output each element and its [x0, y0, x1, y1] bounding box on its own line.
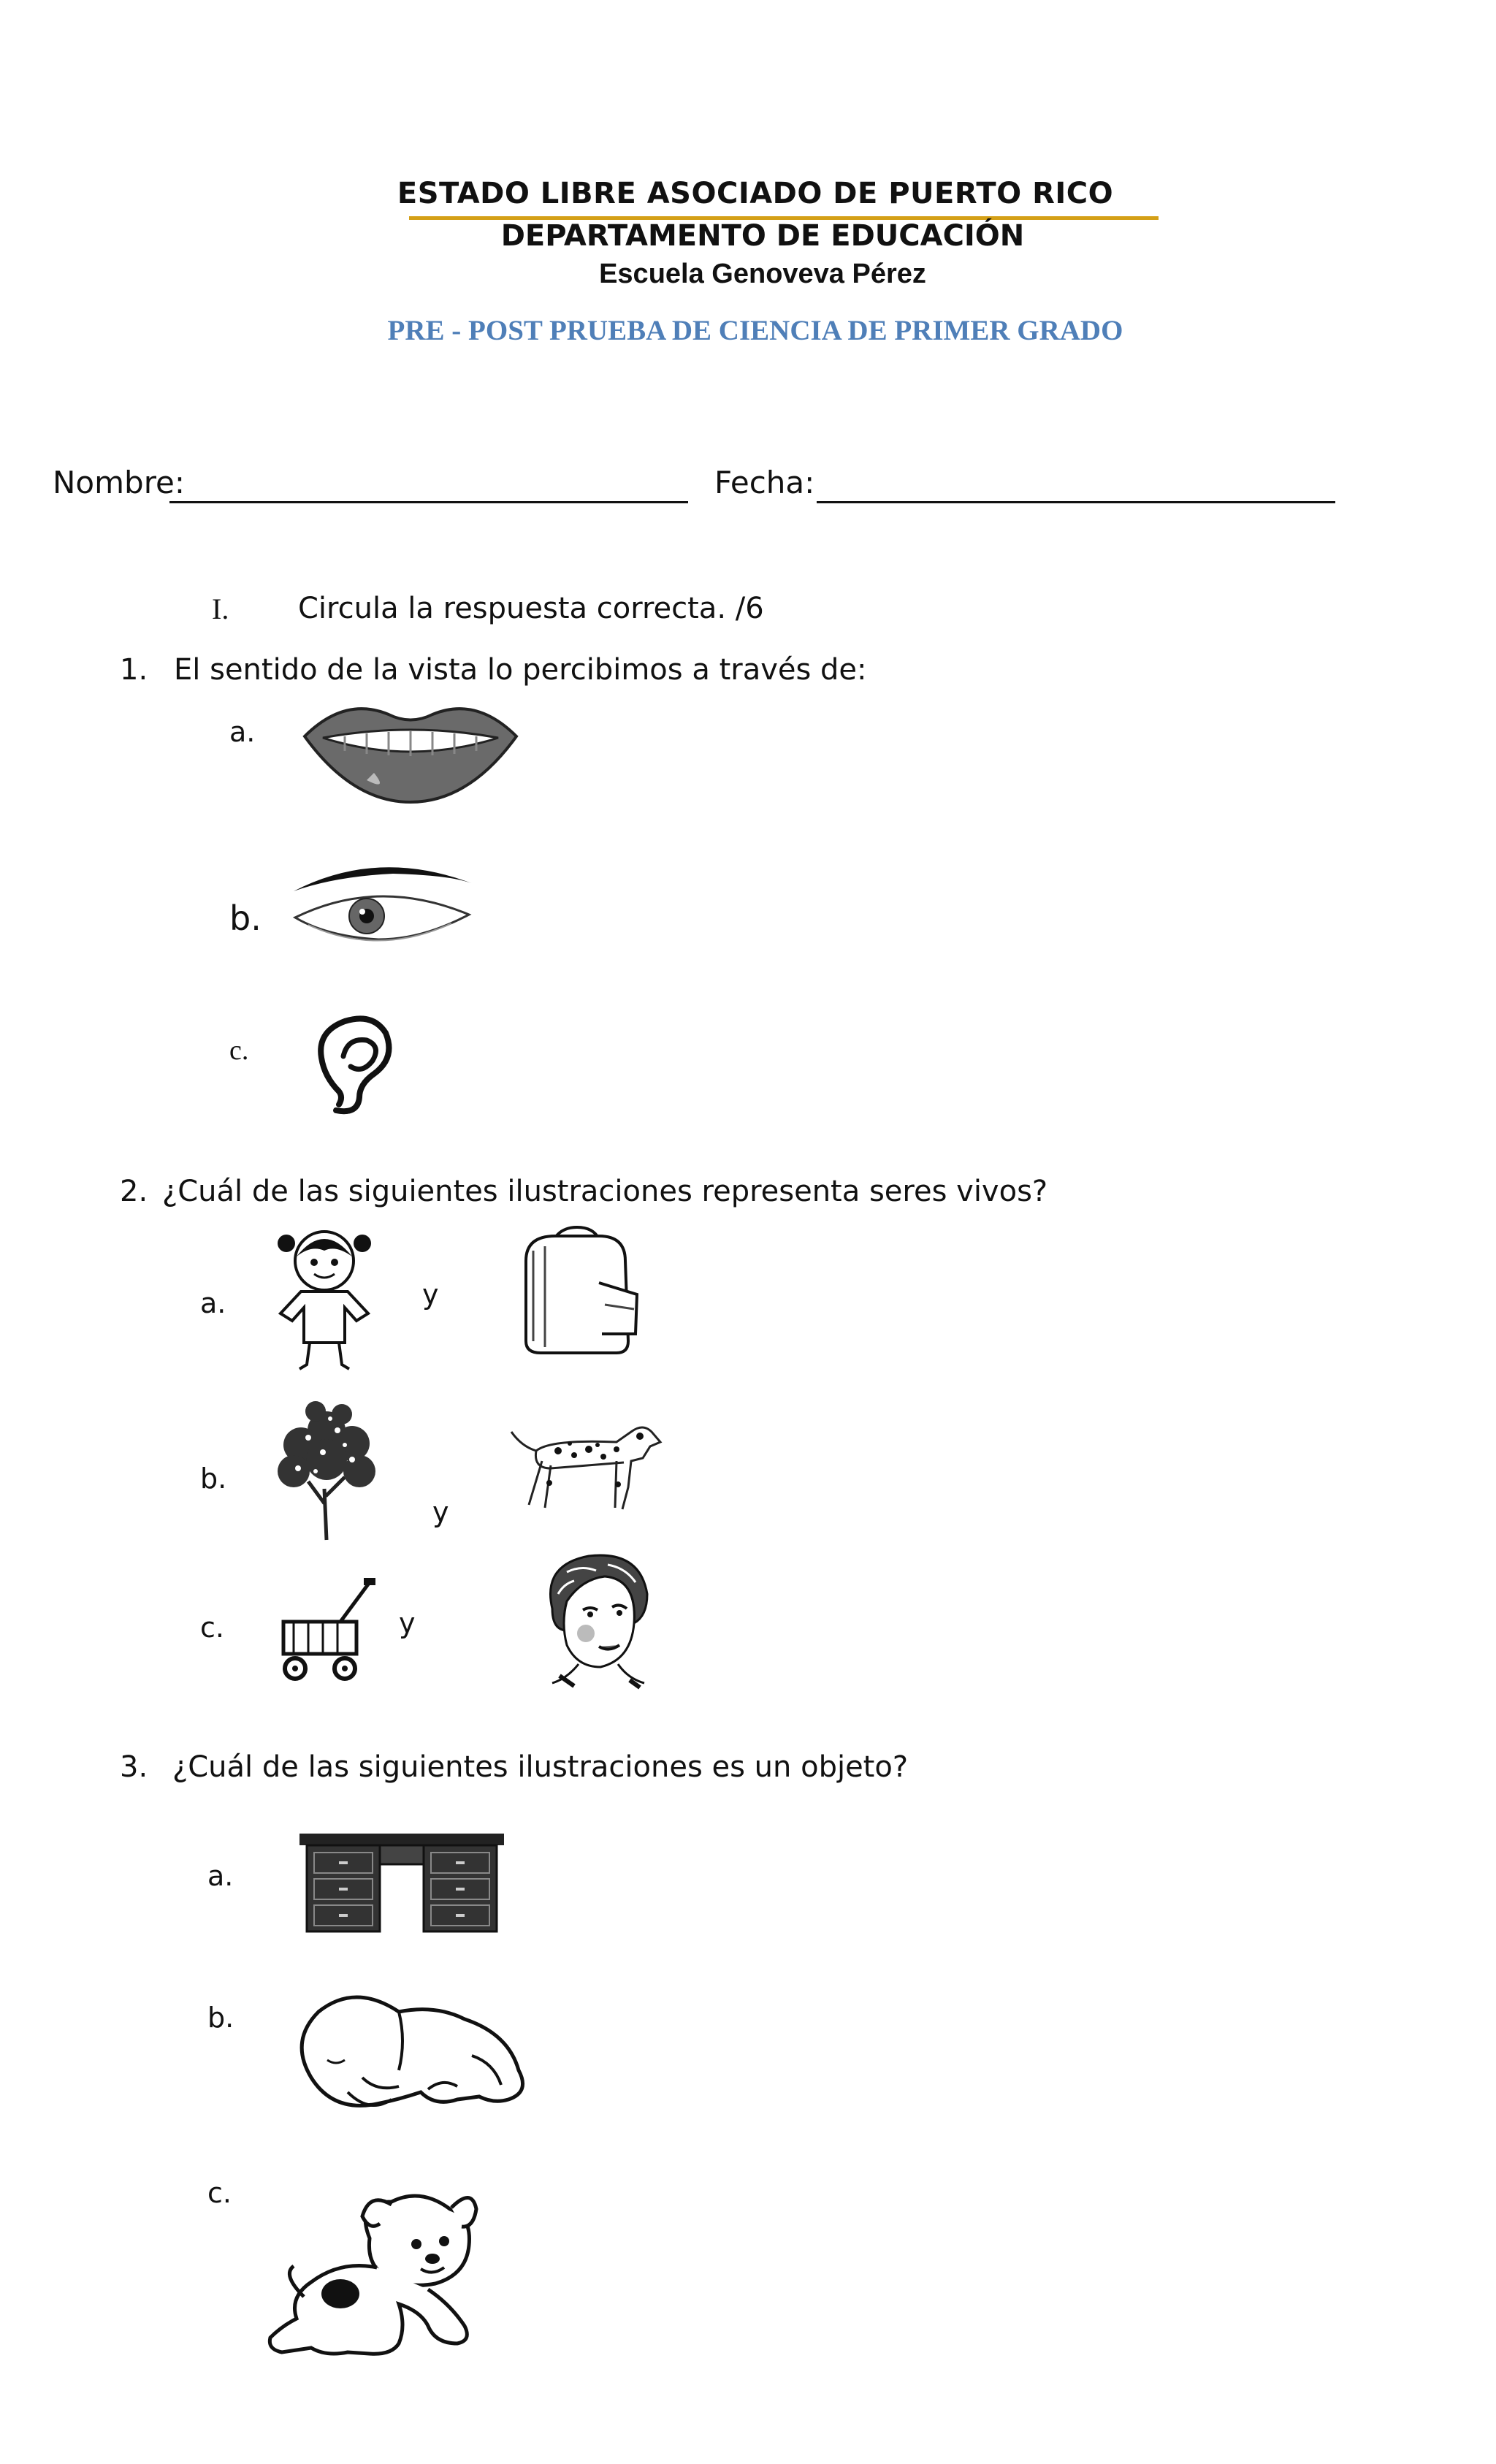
woman-face-icon[interactable] [538, 1550, 654, 1689]
question-3-number: 3. [120, 1750, 148, 1784]
question-1-text: El sentido de la vista lo percibimos a través de: [174, 653, 867, 687]
header-school [0, 259, 1496, 290]
q3-option-b-letter: b. [207, 2002, 234, 2034]
q2-option-b-connector: y [432, 1496, 449, 1528]
dalmatian-icon[interactable] [507, 1417, 668, 1512]
q2-option-b-letter: b. [200, 1462, 227, 1495]
q2-option-c-connector: y [399, 1607, 416, 1639]
question-2-number: 2. [120, 1175, 148, 1208]
section-number: I. [212, 592, 229, 625]
header-department [0, 219, 1496, 253]
q2-option-a-letter: a. [200, 1287, 226, 1319]
section-instruction: Circula la respuesta correcta. /6 [298, 592, 764, 625]
nombre-label: Nombre: [53, 465, 186, 500]
wagon-icon[interactable] [279, 1578, 381, 1687]
desk-icon[interactable] [299, 1834, 504, 1936]
eye-icon[interactable] [291, 855, 481, 950]
q1-option-b-letter: b. [229, 899, 262, 938]
header-department-text: DEPARTAMENTO DE EDUCACIÓN [500, 219, 1025, 253]
header-state-text: ESTADO LIBRE ASOCIADO DE PUERTO RICO [397, 177, 1114, 210]
q2-option-c-letter: c. [200, 1611, 224, 1644]
header-state [0, 177, 1496, 210]
ear-icon[interactable] [314, 1015, 409, 1118]
page-title-text: PRE - POST PRUEBA DE CIENCIA DE PRIMER GRADO [387, 315, 1123, 346]
q1-option-a-letter: a. [229, 716, 256, 748]
question-2-text: ¿Cuál de las siguientes ilustraciones representa seres vivos? [162, 1175, 1048, 1208]
question-1-number: 1. [120, 653, 148, 687]
fecha-label: Fecha: [714, 465, 815, 500]
nombre-field[interactable] [169, 501, 688, 503]
fecha-field[interactable] [817, 501, 1335, 503]
q3-option-a-letter: a. [207, 1860, 234, 1892]
baby-icon[interactable] [289, 1990, 530, 2118]
backpack-icon[interactable] [511, 1224, 643, 1356]
q3-option-c-letter: c. [207, 2177, 232, 2209]
q1-option-c-letter: c. [229, 1035, 249, 1066]
question-3-text: ¿Cuál de las siguientes ilustraciones es un objeto? [172, 1750, 909, 1784]
girl-icon[interactable] [266, 1229, 383, 1372]
puppy-icon[interactable] [260, 2187, 479, 2362]
lips-icon[interactable] [301, 700, 520, 802]
page-title [0, 314, 1496, 347]
tree-icon[interactable] [272, 1401, 381, 1540]
header-school-text: Escuela Genoveva Pérez [599, 259, 926, 289]
q2-option-a-connector: y [422, 1278, 439, 1311]
